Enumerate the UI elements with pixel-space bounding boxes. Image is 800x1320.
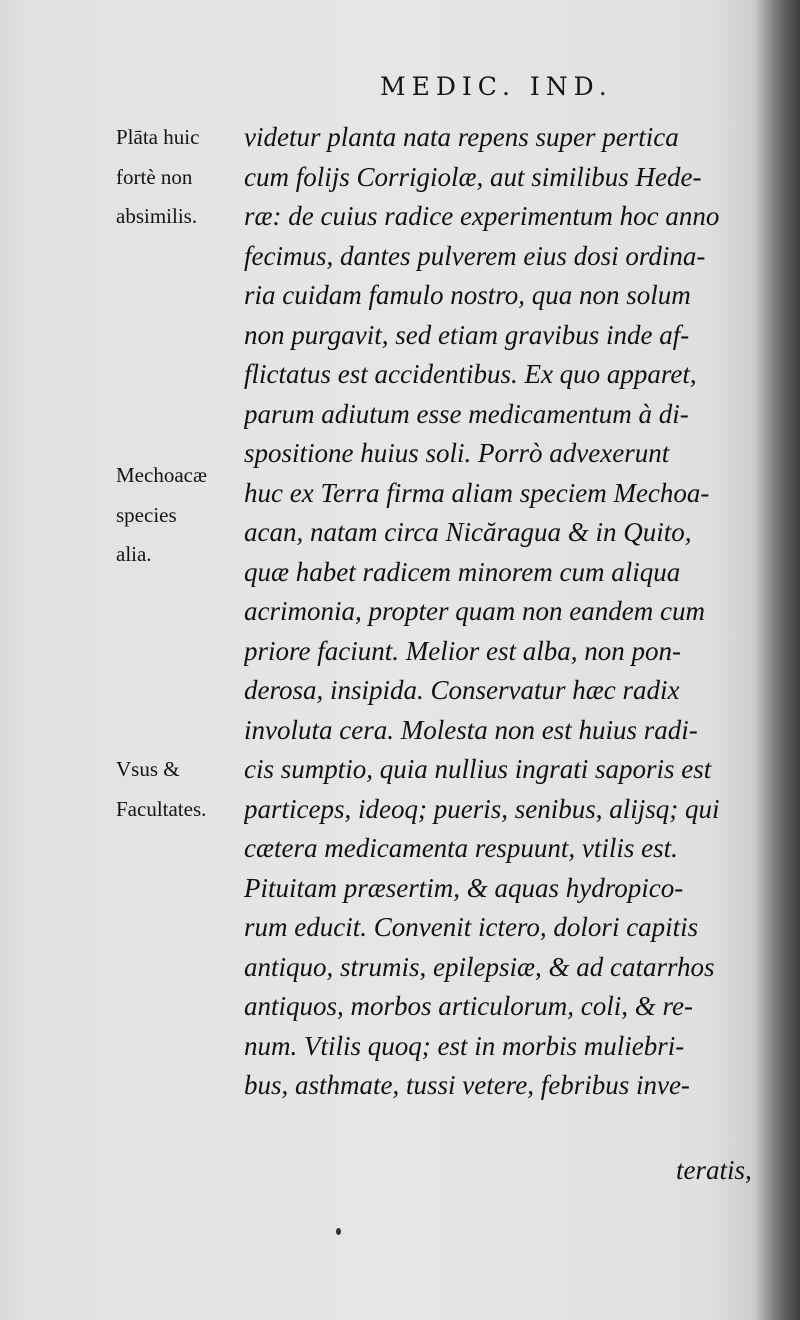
margin-note-line: Mechoacæ — [116, 463, 207, 487]
text-line: antiquos, morbos articulorum, coli, & re- — [244, 991, 693, 1021]
margin-note-plant — [116, 118, 199, 237]
text-line: derosa, insipida. Conservatur hæc radix — [244, 675, 680, 705]
text-line: antiquo, strumis, epilepsiæ, & ad catarrhos — [244, 951, 715, 982]
margin-note-line: alia. — [116, 542, 152, 566]
text-line: videtur planta nata repens super pertica — [244, 122, 679, 152]
text-line: acan, natam circa Nicăragua & in Quito, — [244, 517, 692, 547]
text-line: Pituitam præsertim, & aquas hydropico- — [244, 872, 684, 903]
text-line: cum folijs Corrigiolæ, aut similibus Hede- — [244, 161, 702, 192]
margin-note-uses — [116, 750, 206, 829]
text-line: involuta cera. Molesta non est huius radi- — [244, 714, 698, 745]
text-line: rum educit. Convenit ictero, dolori capitis — [244, 912, 699, 942]
text-line: acrimonia, propter quam non eandem cum — [244, 596, 705, 626]
text-line: num. Vtilis quoq; est in morbis muliebri- — [244, 1030, 685, 1061]
catchword: teratis, — [676, 1155, 752, 1185]
margin-note-mechoacan — [116, 456, 207, 575]
text-line: spositione huius soli. Porrò advexerunt — [244, 438, 670, 468]
margin-note-line: Plāta huic — [116, 125, 200, 149]
margin-note-line: Facultates. — [116, 796, 207, 821]
text-line: parum adiutum esse medicamentum à di- — [244, 398, 689, 429]
margin-note-line: species — [116, 502, 177, 527]
body-text — [244, 118, 764, 1106]
text-line: cætera medicamenta respuunt, vtilis est. — [244, 833, 678, 863]
text-line: quæ habet radicem minorem cum aliqua — [244, 556, 681, 587]
text-line: bus, asthmate, tussi vetere, febribus inve- — [244, 1070, 690, 1100]
margin-note-line: Vsus & — [116, 757, 180, 781]
text-line: cis sumptio, quia nullius ingrati saporis est — [244, 754, 712, 784]
text-line: ræ: de cuius radice experimentum hoc anno — [244, 201, 720, 231]
margin-note-line: fortè non — [116, 164, 193, 189]
text-line: fecimus, dantes pulverem eius dosi ordina- — [244, 240, 706, 271]
running-header: MEDIC. IND. — [380, 72, 613, 101]
text-line: non purgavit, sed etiam gravibus inde af- — [244, 319, 690, 350]
text-line: priore faciunt. Melior est alba, non pon- — [244, 635, 681, 666]
ink-speck — [336, 1228, 341, 1235]
text-line: huc ex Terra firma aliam speciem Mechoa- — [244, 477, 710, 508]
text-line: ria cuidam famulo nostro, qua non solum — [244, 280, 691, 310]
text-line: particeps, ideoq; pueris, senibus, alijsq; qui — [244, 793, 720, 824]
margin-note-line: absimilis. — [116, 204, 198, 228]
text-line: flictatus est accidentibus. Ex quo apparet, — [244, 359, 697, 389]
